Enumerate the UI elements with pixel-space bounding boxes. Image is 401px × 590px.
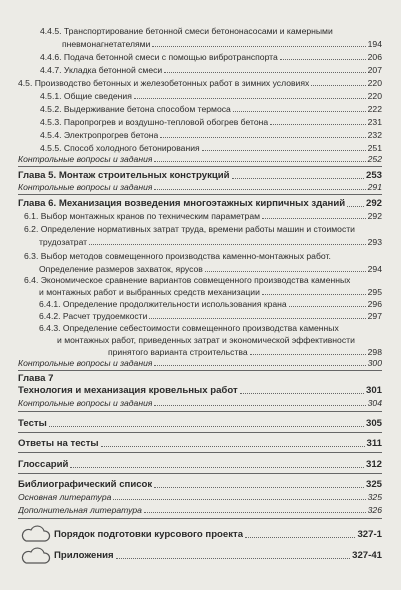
cloud-icon bbox=[19, 547, 51, 565]
toc-entry-6-3 bbox=[24, 251, 382, 261]
toc-entry-6-4-3 bbox=[39, 323, 382, 333]
toc-entry-text: Порядок подготовки курсового проекта bbox=[54, 529, 244, 540]
toc-page: 311 bbox=[366, 438, 382, 449]
toc-bibliography bbox=[18, 479, 382, 490]
toc-page: 222 bbox=[367, 104, 382, 114]
toc-course-project bbox=[54, 529, 382, 540]
toc-entry-6-3-cont bbox=[39, 264, 382, 274]
toc-entry-text: Дополнительная литература bbox=[18, 505, 142, 515]
dot-leader bbox=[154, 161, 365, 162]
dot-leader bbox=[144, 512, 366, 513]
toc-entry-6-4-1 bbox=[39, 299, 382, 309]
dot-leader bbox=[347, 206, 364, 207]
dot-leader bbox=[289, 306, 366, 307]
dot-leader bbox=[89, 244, 366, 245]
dot-leader bbox=[160, 137, 365, 138]
dot-leader bbox=[202, 150, 366, 151]
toc-chapter-7 bbox=[18, 373, 382, 384]
toc-page: 325 bbox=[365, 479, 382, 490]
dot-leader bbox=[250, 354, 366, 355]
toc-entry-text: Контрольные вопросы и задания bbox=[18, 358, 153, 368]
toc-entry-4-5-4 bbox=[40, 130, 382, 140]
toc-page: 194 bbox=[367, 39, 382, 49]
toc-entry-text: Библиографический список bbox=[18, 479, 153, 490]
toc-page: 291 bbox=[367, 182, 382, 192]
toc-entry-text: и монтажных работ и выбранных средств механизации bbox=[39, 287, 260, 297]
dot-leader bbox=[311, 85, 365, 86]
toc-page: 293 bbox=[367, 237, 382, 247]
toc-entry-6-1 bbox=[24, 211, 382, 221]
toc-entry-text: Ответы на тесты bbox=[18, 438, 99, 449]
toc-entry-text: 4.4.6. Подача бетонной смеси с помощью вибротранспорта bbox=[40, 52, 278, 62]
toc-entry-text: Глава 6. Механизация возведения многоэтажных кирпичных зданий bbox=[18, 198, 346, 209]
dot-leader bbox=[154, 365, 365, 366]
toc-additional-literature bbox=[18, 505, 382, 515]
divider bbox=[18, 411, 382, 412]
toc-entry-text: Основная литература bbox=[18, 492, 112, 502]
toc-entry-text: Приложения bbox=[54, 550, 114, 561]
toc-entry-text: 6.4.2. Расчет трудоемкости bbox=[39, 311, 148, 321]
dot-leader bbox=[280, 59, 366, 60]
toc-page: 206 bbox=[367, 52, 382, 62]
divider bbox=[18, 166, 382, 167]
dot-leader bbox=[101, 446, 365, 447]
toc-entry-control-questions-4 bbox=[18, 154, 382, 164]
toc-page: 312 bbox=[365, 459, 382, 470]
dot-leader bbox=[113, 499, 365, 500]
toc-page: 207 bbox=[367, 65, 382, 75]
toc-page: 298 bbox=[367, 347, 382, 357]
toc-entry-text: 4.5. Производство бетонных и железобетонных работ в зимних условиях bbox=[18, 78, 310, 88]
divider bbox=[18, 370, 382, 371]
toc-page: 220 bbox=[367, 91, 382, 101]
toc-page: 300 bbox=[367, 358, 382, 368]
toc-page: 252 bbox=[367, 154, 382, 164]
toc-entry-text: 4.5.2. Выдерживание бетона способом термоса bbox=[40, 104, 231, 114]
toc-appendix bbox=[54, 550, 382, 561]
dot-leader bbox=[154, 487, 364, 488]
toc-page: 292 bbox=[365, 198, 382, 209]
toc-entry-text: Контрольные вопросы и задания bbox=[18, 398, 153, 408]
toc-answers bbox=[18, 438, 382, 449]
toc-entry-4-4-6 bbox=[40, 52, 382, 62]
dot-leader bbox=[49, 426, 364, 427]
toc-entry-6-4 bbox=[24, 275, 382, 285]
toc-entry-6-4-2 bbox=[39, 311, 382, 321]
toc-entry-6-4-3-cont2 bbox=[57, 335, 382, 345]
dot-leader bbox=[245, 537, 355, 538]
toc-page: 253 bbox=[365, 170, 382, 181]
toc-page: 304 bbox=[367, 398, 382, 408]
toc-page: 327-1 bbox=[357, 529, 382, 540]
dot-leader bbox=[154, 189, 365, 190]
dot-leader bbox=[152, 46, 365, 47]
dot-leader bbox=[240, 393, 364, 394]
divider bbox=[18, 518, 382, 519]
dot-leader bbox=[134, 98, 366, 99]
toc-entry-text: Контрольные вопросы и задания bbox=[18, 182, 153, 192]
toc-entry-text: Глава 7 bbox=[18, 373, 54, 384]
toc-entry-text: 4.5.5. Способ холодного бетонирования bbox=[40, 143, 200, 153]
toc-entry-6-4-cont bbox=[39, 287, 382, 297]
dot-leader bbox=[270, 124, 366, 125]
cloud-icon bbox=[19, 525, 51, 543]
toc-page: 301 bbox=[365, 385, 382, 396]
toc-glossary bbox=[18, 459, 382, 470]
dot-leader bbox=[164, 72, 365, 73]
toc-entry-text: 6.4.3. Определение себестоимости совмещенного производства каменных bbox=[39, 323, 339, 333]
dot-leader bbox=[116, 558, 350, 559]
toc-tests bbox=[18, 418, 382, 429]
toc-entry-text: 6.4.1. Определение продолжительности использования крана bbox=[39, 299, 287, 309]
toc-page: 232 bbox=[367, 130, 382, 140]
toc-entry-control-questions-6 bbox=[18, 358, 382, 368]
toc-entry-text: 6.3. Выбор методов совмещенного производства каменно-монтажных работ. bbox=[24, 251, 331, 261]
toc-chapter-6 bbox=[18, 198, 382, 209]
toc-entry-6-4-3-cont bbox=[108, 347, 382, 357]
toc-entry-text: Тесты bbox=[18, 418, 47, 429]
toc-page: 305 bbox=[365, 418, 382, 429]
toc-entry-6-2 bbox=[24, 224, 382, 234]
divider bbox=[18, 432, 382, 433]
divider bbox=[18, 452, 382, 453]
toc-entry-text: принятого варианта строительства bbox=[108, 347, 248, 357]
toc-entry-text: 4.4.5. Транспортирование бетонной смеси бетононасосами и камерными bbox=[40, 26, 333, 36]
toc-entry-text: Технология и механизация кровельных работ bbox=[18, 385, 238, 396]
toc-entry-text: и монтажных работ, приведенных затрат и экономической эффективности bbox=[57, 335, 355, 345]
toc-page: 327-41 bbox=[352, 550, 382, 561]
divider bbox=[18, 473, 382, 474]
toc-page: 292 bbox=[367, 211, 382, 221]
toc-page: 295 bbox=[367, 287, 382, 297]
toc-page: 220 bbox=[367, 78, 382, 88]
dot-leader bbox=[262, 218, 366, 219]
dot-leader bbox=[149, 318, 365, 319]
toc-entry-text: 4.5.1. Общие сведения bbox=[40, 91, 132, 101]
toc-entry-4-4-7 bbox=[40, 65, 382, 75]
toc-entry-text: 6.1. Выбор монтажных кранов по техническим параметрам bbox=[24, 211, 261, 221]
dot-leader bbox=[154, 405, 365, 406]
toc-entry-control-questions-7 bbox=[18, 398, 382, 408]
toc-page: 297 bbox=[367, 311, 382, 321]
toc-entry-text: 4.5.4. Электропрогрев бетона bbox=[40, 130, 159, 140]
toc-entry-6-2-cont bbox=[39, 237, 382, 247]
toc-page: 325 bbox=[367, 492, 382, 502]
toc-entry-text: трудозатрат bbox=[39, 237, 88, 247]
toc-entry-4-5 bbox=[18, 78, 382, 88]
toc-entry-4-5-2 bbox=[40, 104, 382, 114]
toc-basic-literature bbox=[18, 492, 382, 502]
toc-entry-text: пневмонагнетателями bbox=[62, 39, 151, 49]
divider bbox=[18, 194, 382, 195]
toc-entry-text: 4.5.3. Паропрогрев и воздушно-тепловой обогрев бетона bbox=[40, 117, 269, 127]
toc-entry-text: 6.4. Экономическое сравнение вариантов совмещенного производства каменных bbox=[24, 275, 351, 285]
toc-entry-text: Определение размеров захваток, ярусов bbox=[39, 264, 203, 274]
toc-page: 294 bbox=[367, 264, 382, 274]
toc-entry-4-5-3 bbox=[40, 117, 382, 127]
toc-page: 296 bbox=[367, 299, 382, 309]
toc-page: 231 bbox=[367, 117, 382, 127]
toc-entry-text: Глава 5. Монтаж строительных конструкций bbox=[18, 170, 230, 181]
dot-leader bbox=[205, 271, 366, 272]
toc-entry-4-4-5 bbox=[40, 26, 382, 36]
toc-entry-text: Глоссарий bbox=[18, 459, 69, 470]
toc-entry-4-5-1 bbox=[40, 91, 382, 101]
toc-entry-4-4-5-cont bbox=[62, 39, 382, 49]
toc-entry-4-5-5 bbox=[40, 143, 382, 153]
toc-chapter-7-title bbox=[18, 385, 382, 396]
dot-leader bbox=[233, 111, 366, 112]
dot-leader bbox=[70, 467, 364, 468]
toc-entry-text: 6.2. Определение нормативных затрат труда, времени работы машин и стоимости bbox=[24, 224, 355, 234]
dot-leader bbox=[262, 294, 366, 295]
toc-entry-text: Контрольные вопросы и задания bbox=[18, 154, 153, 164]
toc-page: 326 bbox=[367, 505, 382, 515]
toc-chapter-5 bbox=[18, 170, 382, 181]
toc-entry-text: 4.4.7. Укладка бетонной смеси bbox=[40, 65, 163, 75]
toc-page: 251 bbox=[367, 143, 382, 153]
dot-leader bbox=[232, 178, 364, 179]
toc-entry-control-questions-5 bbox=[18, 182, 382, 192]
